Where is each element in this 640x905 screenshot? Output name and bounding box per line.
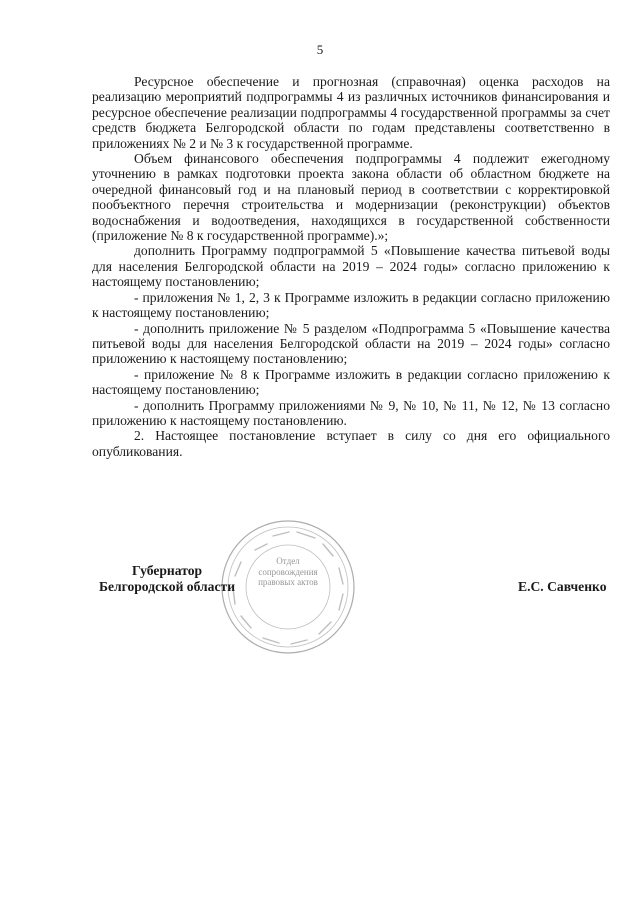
page-number: 5	[316, 42, 324, 57]
paragraph-add-subprogram-5: дополнить Программу подпрограммой 5 «Повышение качества питьевой воды для населения Белгородской области на 2019 – 2024 годы» согласно приложению к настоящему постановлению;	[92, 243, 610, 290]
paragraph-appendices-1-2-3: - приложения № 1, 2, 3 к Программе изложить в редакции согласно приложению к настоящему постановлению;	[92, 289, 610, 321]
body-text	[92, 74, 610, 459]
stamp-inner-text: Отдел сопровождения правовых актов	[258, 556, 318, 587]
paragraph-appendix-5: - дополнить приложение № 5 разделом «Подпрограмма 5 «Повышение качества питьевой воды для населения Белгородской области на 2019 – 2024 годы» согласно приложению к настоящему постановлению;	[92, 320, 610, 367]
signature-title-line1: Губернатор	[131, 563, 203, 578]
signature-name: Е.С. Савченко	[518, 579, 607, 594]
signature-title	[87, 563, 247, 595]
paragraph-appendix-8: - приложение № 8 к Программе изложить в редакции согласно приложению к настоящему постановлению;	[92, 366, 610, 398]
paragraph-resource-provision: Ресурсное обеспечение и прогнозная (справочная) оценка расходов на реализацию мероприятий подпрограммы 4 из различных источников финансирования и ресурсное обеспечение реализации подпрограммы 4 государственной программы за счет средств бюджета Белгородской области по годам представлены соответственно в приложениях № 2 и № 3 к государственной программе.	[92, 74, 610, 151]
paragraph-appendices-9-13: - дополнить Программу приложениями № 9, № 10, № 11, № 12, № 13 согласно приложению к настоящему постановлению.	[92, 397, 610, 428]
signature-title-line2: Белгородской области	[98, 579, 236, 594]
paragraph-effective-date: 2. Настоящее постановление вступает в силу со дня его официального опубликования.	[92, 428, 610, 459]
paragraph-funding-volume: Объем финансового обеспечения подпрограммы 4 подлежит ежегодному уточнению в рамках подготовки проекта закона области об областном бюджете на очередной финансовый год и на плановый период в соответствии с корректировкой пообъектного перечня строительства и модернизации (реконструкции) объектов водоснабжения и водоотведения, находящихся в государственной собственности (приложение № 8 к государственной программе).»;	[92, 151, 610, 244]
